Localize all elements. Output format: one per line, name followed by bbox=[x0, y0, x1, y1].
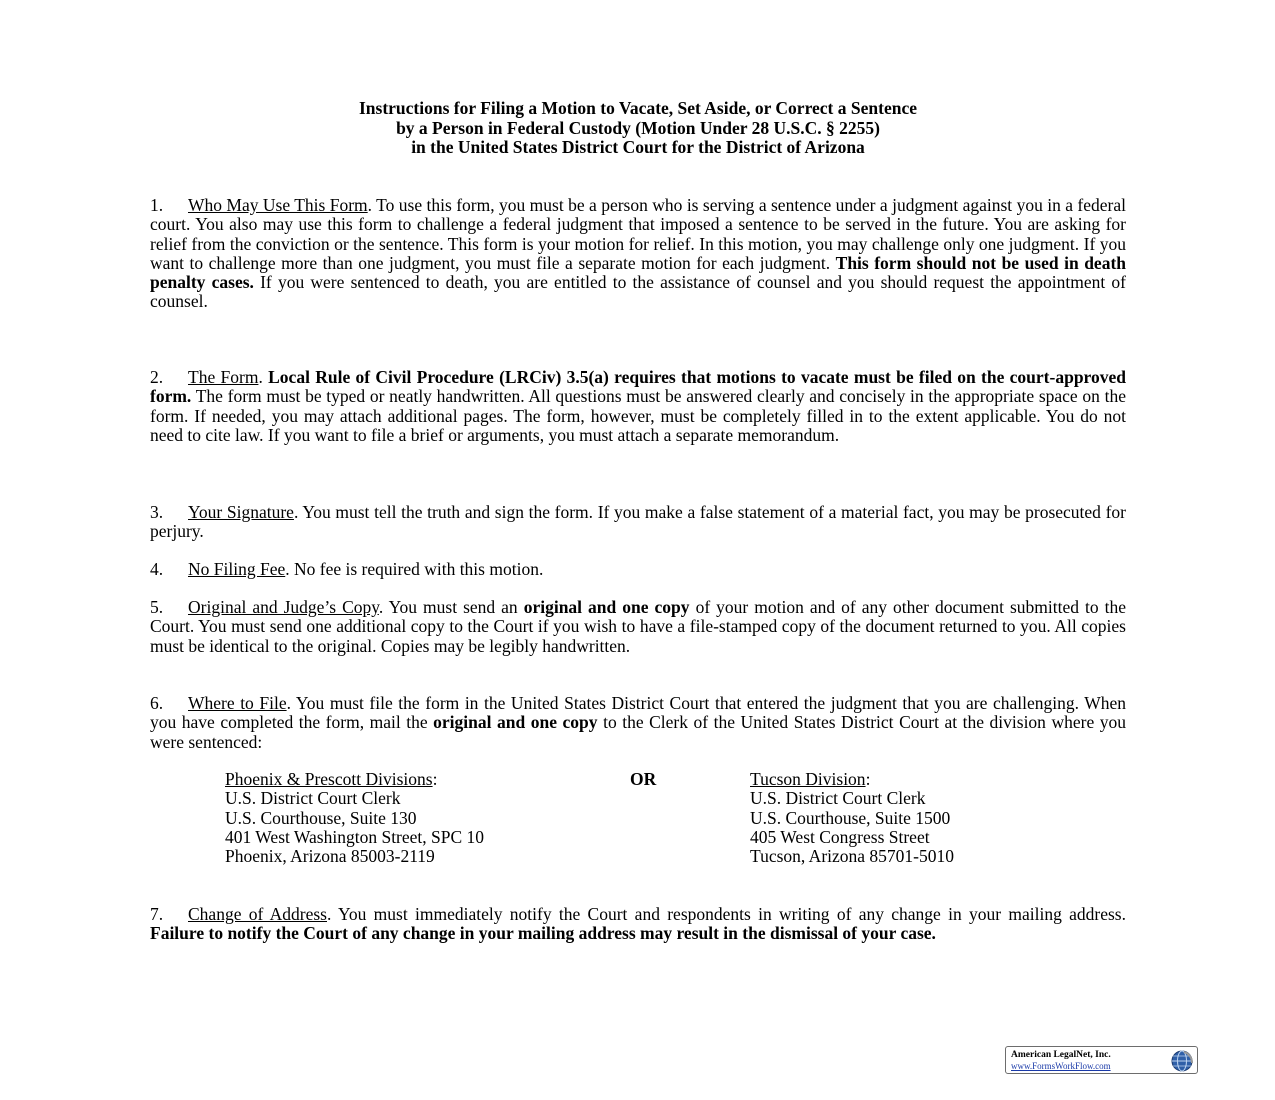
section-text: . You must file the form in the United States District Court that entered the judgment that you are challenging. When you have completed the form, mail the bbox=[150, 693, 1126, 733]
section-number: 4. bbox=[150, 559, 164, 579]
tucson-heading: Tucson Division bbox=[750, 769, 866, 789]
section-bold-text: This form should not be used in death penalty cases. bbox=[150, 252, 1127, 293]
section-number: 7. bbox=[150, 904, 164, 924]
logo-website-link[interactable]: www.FormsWorkFlow.com bbox=[1011, 1061, 1111, 1071]
address-line: 401 West Washington Street, SPC 10 bbox=[225, 826, 485, 847]
section-heading: The Form bbox=[188, 367, 259, 387]
section-text: The form must be typed or neatly handwritten. All questions must be answered clearly and concisely in the appropriate space on the form. If needed, you may attach additional pages. The form, however, must be completely filled in to the extent applicable. You do not need to cite law. If you want to file a brief or arguments, you must attach a separate memorandum. bbox=[150, 386, 1126, 445]
address-line: Tucson, Arizona 85701-5010 bbox=[750, 846, 955, 867]
section-bold-text: original and one copy bbox=[433, 712, 598, 733]
section-text: If you were sentenced to death, you are entitled to the assistance of counsel and you should request the appointment of counsel. bbox=[150, 272, 1127, 312]
section-bold-text: original and one copy bbox=[523, 597, 690, 617]
address-line: U.S. Courthouse, Suite 1500 bbox=[750, 807, 951, 828]
address-line: U.S. Courthouse, Suite 130 bbox=[225, 807, 417, 828]
american-legalnet-logo[interactable] bbox=[1005, 1046, 1198, 1074]
address-line: U.S. District Court Clerk bbox=[225, 788, 401, 809]
section-number: 1. bbox=[150, 195, 164, 215]
section-bold-text: Local Rule of Civil Procedure (LRCiv) 3.5(a) requires that motions to vacate must be filed on the court-approved form. bbox=[150, 367, 1127, 407]
title-line-3: in the United States District Court for the District of Arizona bbox=[411, 137, 865, 158]
address-line: 405 West Congress Street bbox=[750, 826, 930, 847]
section-text: . No fee is required with this motion. bbox=[285, 559, 544, 579]
section-no-filing-fee bbox=[150, 560, 1126, 579]
section-heading: Where to File bbox=[188, 693, 287, 713]
section-heading: Your Signature bbox=[188, 502, 294, 522]
document-title bbox=[150, 99, 1126, 158]
section-bold-text: Failure to notify the Court of any change in your mailing address may result in the dismissal of your case. bbox=[150, 923, 936, 944]
title-line-1: Instructions for Filing a Motion to Vacate, Set Aside, or Correct a Sentence bbox=[358, 98, 917, 118]
section-text: . You must tell the truth and sign the form. If you make a false statement of a material fact, you may be prosecuted for perjury. bbox=[150, 502, 1126, 542]
section-text: to the Clerk of the United States District Court at the division where you were sentenced: bbox=[150, 712, 1126, 752]
section-heading: No Filing Fee bbox=[188, 559, 286, 579]
phoenix-heading: Phoenix & Prescott Divisions bbox=[225, 769, 433, 789]
section-text: . You must immediately notify the Court and respondents in writing of any change in your mailing address. bbox=[327, 904, 1126, 924]
title-line-2: by a Person in Federal Custody (Motion Under 28 U.S.C. § 2255) bbox=[396, 117, 880, 138]
address-line: Phoenix, Arizona 85003-2119 bbox=[225, 846, 435, 867]
section-change-of-address bbox=[150, 905, 1126, 944]
section-the-form: 2. The Form. Local Rule of Civil Procedure (LRCiv) 3.5(a) requires that motions to vacate must be filed on the court-approved form. The form must be typed or neatly handwritten. All questions must be answered clearly and concisely in the appropriate space on the form. If needed, you may attach additional pages. The form, however, must be completely filled in to the extent applicable. You do not need to cite law. If you want to file a brief or arguments, you must attach a separate memorandum. bbox=[150, 367, 1127, 445]
tucson-address-block: Tucson Division: U.S. District Court Clerk U.S. Courthouse, Suite 1500 405 West Congress Street Tucson, Arizona 85701-5010 bbox=[750, 769, 955, 867]
section-heading: Original and Judge’s Copy bbox=[188, 597, 379, 617]
section-number: 2. bbox=[150, 367, 164, 387]
logo-company-name: American LegalNet, Inc. bbox=[1011, 1050, 1111, 1060]
address-line: U.S. District Court Clerk bbox=[750, 788, 926, 809]
section-text: . You must send an bbox=[378, 597, 518, 617]
section-heading: Change of Address bbox=[188, 904, 327, 924]
section-your-signature bbox=[150, 503, 1126, 542]
section-original-and-copy bbox=[150, 598, 1126, 656]
globe-icon bbox=[1170, 1049, 1194, 1073]
section-heading: Who May Use This Form bbox=[188, 195, 368, 215]
section-who-may-use bbox=[150, 196, 1126, 312]
section-text: of your motion and of any other document submitted to the Court. You must send one additional copy to the Court if you wish to have a file-stamped copy of the document returned to you. All copies must be identical to the original. Copies may be legibly handwritten. bbox=[150, 597, 1126, 656]
section-where-to-file bbox=[150, 694, 1126, 752]
section-number: 5. bbox=[150, 597, 164, 617]
or-separator: OR bbox=[630, 769, 657, 789]
phoenix-address-block: Phoenix & Prescott Divisions: U.S. District Court Clerk U.S. Courthouse, Suite 130 401 West Washington Street, SPC 10 Phoenix, Arizona 85003-2119 bbox=[225, 769, 485, 867]
section-number: 6. bbox=[150, 693, 164, 713]
section-text: . To use this form, you must be a person who is serving a sentence under a judgment against you in a federal court. You also may use this form to challenge a federal judgment that imposed a sentence to be served in the future. You are asking for relief from the conviction or the sentence. This form is your motion for relief. In this motion, you may challenge only one judgment. If you want to challenge more than one judgment, you must file a separate motion for each judgment. bbox=[150, 195, 1127, 273]
section-number: 3. bbox=[150, 502, 164, 522]
